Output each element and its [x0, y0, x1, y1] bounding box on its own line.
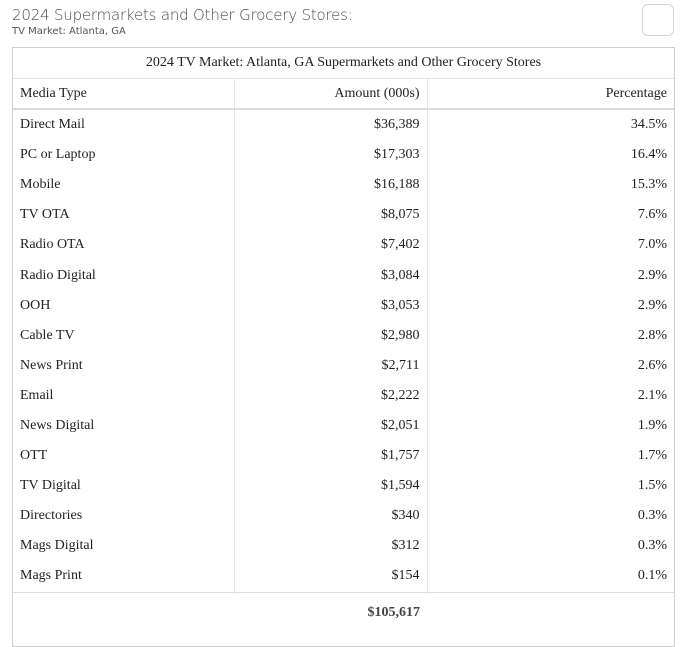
percentage-cell: 16.4% [427, 140, 674, 170]
table-row [13, 411, 674, 441]
total-label-cell [13, 592, 234, 633]
page-title: 2024 Supermarkets and Other Grocery Stores: [12, 6, 353, 24]
table-caption: 2024 TV Market: Atlanta, GA Supermarkets and Other Grocery Stores [145, 55, 542, 70]
percentage-cell: 0.3% [427, 531, 674, 561]
amount-cell: $2,222 [234, 381, 427, 411]
media-type-cell: OTT [20, 448, 48, 464]
media-type-cell: News Print [20, 357, 83, 373]
table-row [13, 291, 674, 321]
percentage-cell: 15.3% [427, 170, 674, 200]
amount-cell: $3,084 [234, 260, 427, 290]
percentage-cell: 2.9% [427, 260, 674, 290]
percentage-cell: 1.7% [427, 441, 674, 471]
column-header-amount: Amount (000s) [234, 79, 427, 110]
table-row [13, 351, 674, 381]
table-row [13, 170, 674, 200]
table-row [13, 109, 674, 140]
amount-cell: $7,402 [234, 230, 427, 260]
amount-cell: $312 [234, 531, 427, 561]
table-total-row [13, 592, 674, 633]
percentage-cell: 2.6% [427, 351, 674, 381]
media-type-cell: PC or Laptop [20, 147, 96, 163]
table-row [13, 561, 674, 592]
table-row [13, 230, 674, 260]
table-row [13, 531, 674, 561]
amount-cell: $1,757 [234, 441, 427, 471]
amount-cell: $17,303 [234, 140, 427, 170]
amount-cell: $340 [234, 501, 427, 531]
table-row [13, 140, 674, 170]
media-type-cell: Mobile [20, 177, 61, 193]
options-button[interactable] [642, 4, 674, 36]
media-type-cell: Cable TV [20, 327, 75, 343]
media-type-cell: TV Digital [20, 478, 81, 494]
media-type-cell: Mags Digital [20, 538, 94, 554]
percentage-cell: 34.5% [427, 109, 674, 140]
total-pct-cell [427, 592, 674, 633]
media-type-cell: Directories [20, 508, 83, 524]
percentage-cell: 2.8% [427, 321, 674, 351]
table-row [13, 260, 674, 290]
media-type-cell: Mags Print [20, 568, 82, 584]
percentage-cell: 0.1% [427, 561, 674, 592]
percentage-cell: 7.6% [427, 200, 674, 230]
amount-cell: $2,711 [234, 351, 427, 381]
percentage-cell: 0.3% [427, 501, 674, 531]
table-row [13, 441, 674, 471]
table-row [13, 501, 674, 531]
media-type-cell: Email [20, 387, 54, 403]
amount-cell: $16,188 [234, 170, 427, 200]
amount-cell: $2,051 [234, 411, 427, 441]
amount-cell: $3,053 [234, 291, 427, 321]
amount-cell: $36,389 [234, 109, 427, 140]
amount-cell: $154 [234, 561, 427, 592]
media-type-cell: Radio OTA [20, 237, 85, 253]
table-row [13, 381, 674, 411]
page-subtitle: TV Market: Atlanta, GA [12, 26, 126, 37]
media-table-container [12, 47, 675, 647]
table-header-row [13, 79, 674, 110]
table-row [13, 471, 674, 501]
media-type-cell: OOH [20, 297, 51, 313]
media-type-cell: Radio Digital [20, 267, 96, 283]
percentage-cell: 2.1% [427, 381, 674, 411]
media-type-cell: Direct Mail [20, 117, 85, 133]
table-row [13, 200, 674, 230]
percentage-cell: 7.0% [427, 230, 674, 260]
percentage-cell: 1.9% [427, 411, 674, 441]
amount-cell: $1,594 [234, 471, 427, 501]
total-amount: $105,617 [234, 592, 427, 633]
amount-cell: $8,075 [234, 200, 427, 230]
table-row [13, 321, 674, 351]
media-table [13, 48, 674, 633]
amount-cell: $2,980 [234, 321, 427, 351]
column-header-percentage: Percentage [427, 79, 674, 110]
column-header-media-type: Media Type [13, 79, 234, 110]
percentage-cell: 1.5% [427, 471, 674, 501]
media-type-cell: News Digital [20, 417, 95, 433]
media-type-cell: TV OTA [20, 207, 70, 223]
percentage-cell: 2.9% [427, 291, 674, 321]
